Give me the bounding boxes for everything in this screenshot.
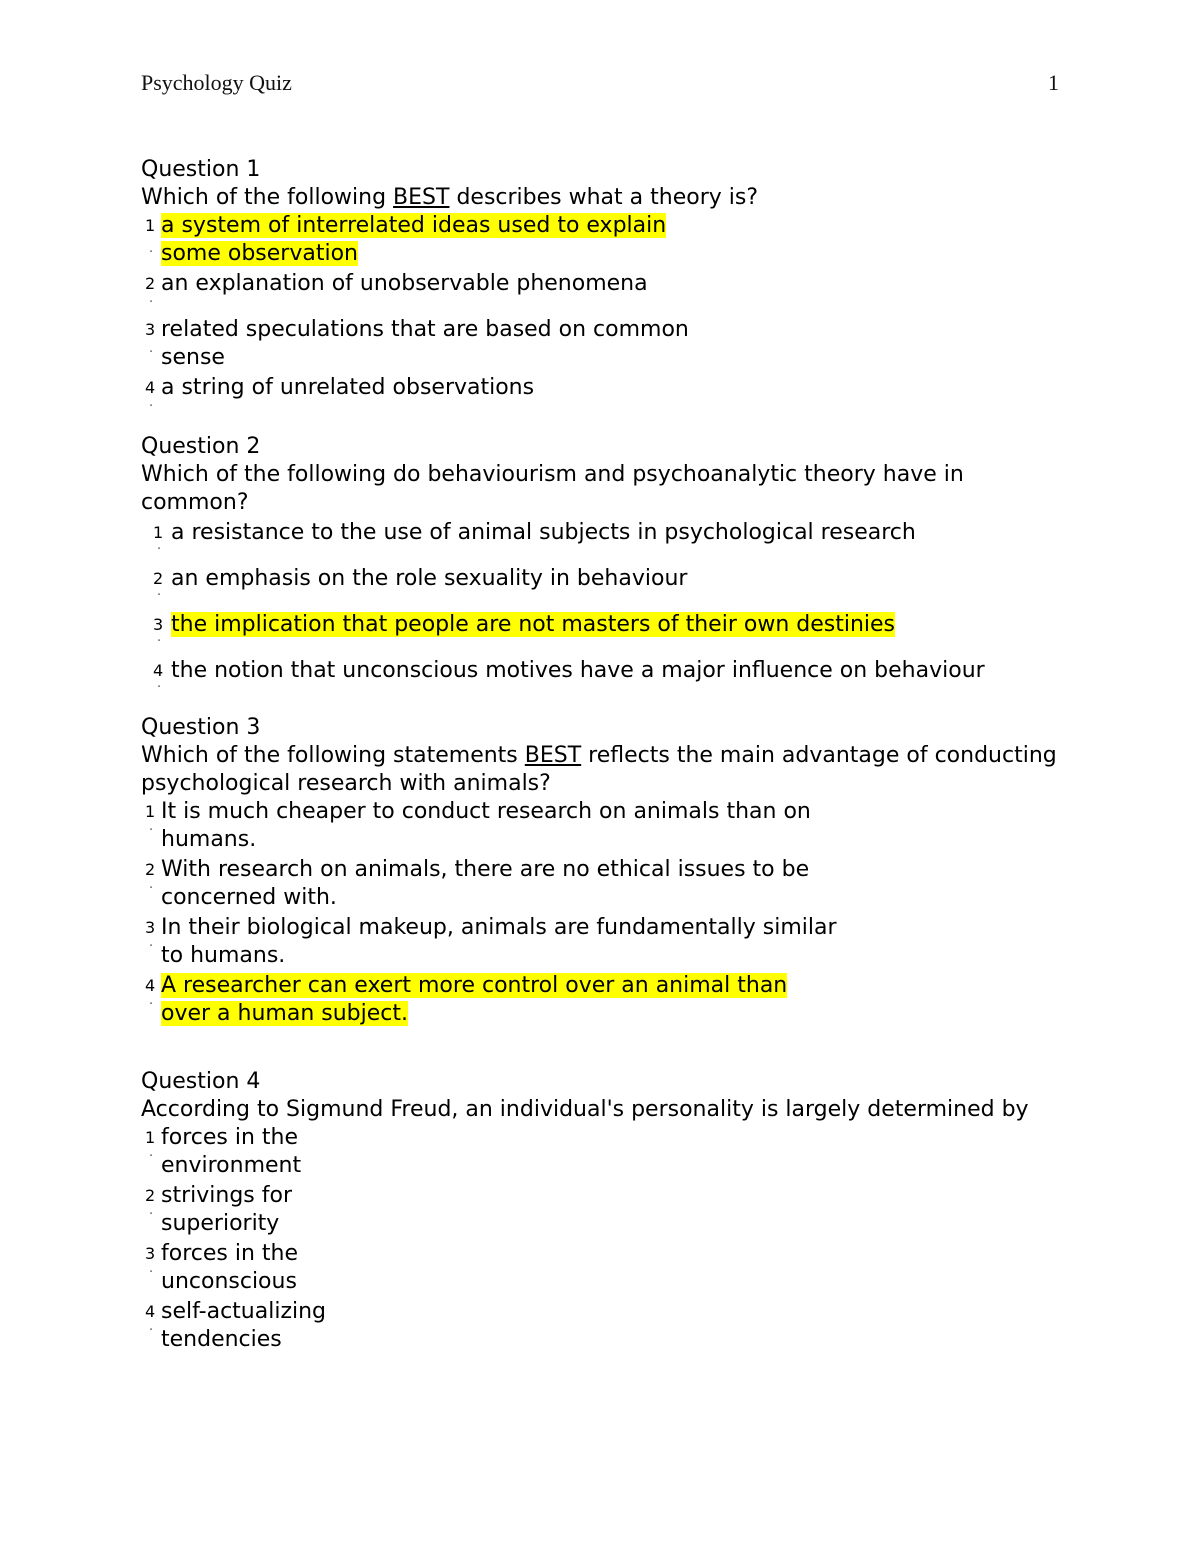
bullet-dot: · — [157, 588, 162, 603]
answer-option — [141, 1298, 1061, 1354]
question-label: Question 1 — [141, 157, 261, 182]
option-line-highlighted: a system of interrelated ideas used to explain — [161, 213, 667, 238]
option-line: related speculations that are based on common — [161, 317, 689, 342]
answer-option — [141, 316, 1061, 372]
option-line: the notion that unconscious motives have a major influence on behaviour — [171, 658, 985, 683]
option-text — [161, 856, 809, 912]
question-text: According to Sigmund Freud, an individual's personality is largely determined by — [141, 1097, 1029, 1122]
option-number: 4 — [145, 378, 156, 397]
question-label: Question 4 — [141, 1069, 261, 1094]
option-text — [171, 565, 687, 593]
bullet-dot: · — [149, 295, 154, 310]
option-number: 1 — [145, 802, 156, 821]
question-text — [141, 742, 1061, 798]
answer-option — [141, 1124, 1061, 1180]
option-line: tendencies — [161, 1327, 282, 1352]
question-text: Which of the following do behaviourism and psychoanalytic theory have in common? — [141, 462, 964, 515]
page-number: 1 — [1048, 70, 1059, 95]
option-line: environment — [161, 1153, 302, 1178]
option-line: a string of unrelated observations — [161, 375, 535, 400]
option-text — [161, 1182, 292, 1238]
option-text — [171, 519, 916, 547]
answer-option — [141, 270, 1061, 310]
answer-option — [141, 972, 1061, 1028]
option-number: 4 — [153, 661, 164, 680]
page-header — [141, 70, 1059, 96]
option-text — [161, 212, 666, 268]
question-text-part: Which of the following — [141, 185, 394, 210]
document-title: Psychology Quiz — [141, 70, 292, 95]
option-line-highlighted: over a human subject. — [161, 1001, 408, 1026]
bullet-dot: · — [149, 1207, 154, 1222]
option-number: 1 — [145, 1128, 156, 1147]
bullet-dot: · — [149, 997, 154, 1012]
answer-option — [141, 565, 1061, 603]
option-number: 2 — [145, 274, 156, 293]
answer-option — [141, 914, 1061, 970]
answer-option — [141, 212, 1061, 268]
bullet-dot: · — [149, 399, 154, 414]
bullet-dot: · — [157, 634, 162, 649]
emphasis-word: BEST — [393, 185, 450, 210]
option-text — [161, 1298, 326, 1354]
option-text — [171, 611, 895, 639]
answer-option — [141, 611, 1061, 649]
question-4 — [141, 1068, 1061, 1354]
question-text — [141, 184, 1061, 212]
question-label: Question 3 — [141, 715, 261, 740]
option-line: humans. — [161, 827, 257, 852]
option-text — [171, 657, 985, 685]
option-line: sense — [161, 345, 225, 370]
option-line: In their biological makeup, animals are fundamentally similar — [161, 915, 837, 940]
option-line-highlighted: some observation — [161, 241, 358, 266]
bullet-dot: · — [157, 680, 162, 695]
answer-option — [141, 1182, 1061, 1238]
option-number: 3 — [145, 1244, 156, 1263]
option-number: 2 — [153, 569, 164, 588]
option-text — [161, 1124, 301, 1180]
option-text — [161, 374, 534, 402]
option-line: It is much cheaper to conduct research on animals than on — [161, 799, 811, 824]
bullet-dot: · — [149, 245, 154, 260]
option-number: 2 — [145, 860, 156, 879]
answer-option — [141, 798, 1061, 854]
option-text — [161, 1240, 298, 1296]
option-number: 3 — [145, 918, 156, 937]
option-text — [161, 316, 689, 372]
bullet-dot: · — [149, 823, 154, 838]
bullet-dot: · — [149, 1323, 154, 1338]
option-number: 1 — [145, 216, 156, 235]
option-line: With research on animals, there are no ethical issues to be — [161, 857, 810, 882]
question-text-part: describes what a theory is? — [449, 185, 759, 210]
answer-option — [141, 519, 1061, 557]
bullet-dot: · — [149, 939, 154, 954]
option-text — [161, 914, 837, 970]
option-line: unconscious — [161, 1269, 297, 1294]
emphasis-word: BEST — [524, 743, 582, 768]
option-line: superiority — [161, 1211, 280, 1236]
option-line: an explanation of unobservable phenomena — [161, 271, 648, 296]
option-number: 3 — [153, 615, 164, 634]
option-line: forces in the — [161, 1125, 299, 1150]
question-text-part: reflects the main advantage of conducting psychological research with animals? — [141, 743, 1057, 796]
bullet-dot: · — [149, 881, 154, 896]
answer-option — [141, 374, 1061, 414]
question-2 — [141, 433, 1061, 695]
option-line: forces in the — [161, 1241, 299, 1266]
answer-option — [141, 1240, 1061, 1296]
option-line: strivings for — [161, 1183, 292, 1208]
question-1 — [141, 156, 1061, 414]
question-label: Question 2 — [141, 434, 261, 459]
option-text — [161, 270, 648, 298]
option-number: 1 — [153, 523, 164, 542]
option-line-highlighted: the implication that people are not masters of their own destinies — [171, 612, 896, 637]
option-line: self-actualizing — [161, 1299, 327, 1324]
option-number: 4 — [145, 1302, 156, 1321]
option-text — [161, 972, 787, 1028]
option-line: an emphasis on the role sexuality in behaviour — [171, 566, 688, 591]
option-line-highlighted: A researcher can exert more control over an animal than — [161, 973, 788, 998]
bullet-dot: · — [157, 542, 162, 557]
bullet-dot: · — [149, 1265, 154, 1280]
option-number: 4 — [145, 976, 156, 995]
answer-option — [141, 657, 1061, 695]
option-number: 2 — [145, 1186, 156, 1205]
option-text — [161, 798, 811, 854]
option-number: 3 — [145, 320, 156, 339]
option-line: to humans. — [161, 943, 286, 968]
question-text-part: Which of the following statements — [141, 743, 525, 768]
answer-option — [141, 856, 1061, 912]
question-3 — [141, 714, 1061, 1028]
bullet-dot: · — [149, 1149, 154, 1164]
option-line: concerned with. — [161, 885, 337, 910]
bullet-dot: · — [149, 345, 154, 360]
option-line: a resistance to the use of animal subjects in psychological research — [171, 520, 916, 545]
